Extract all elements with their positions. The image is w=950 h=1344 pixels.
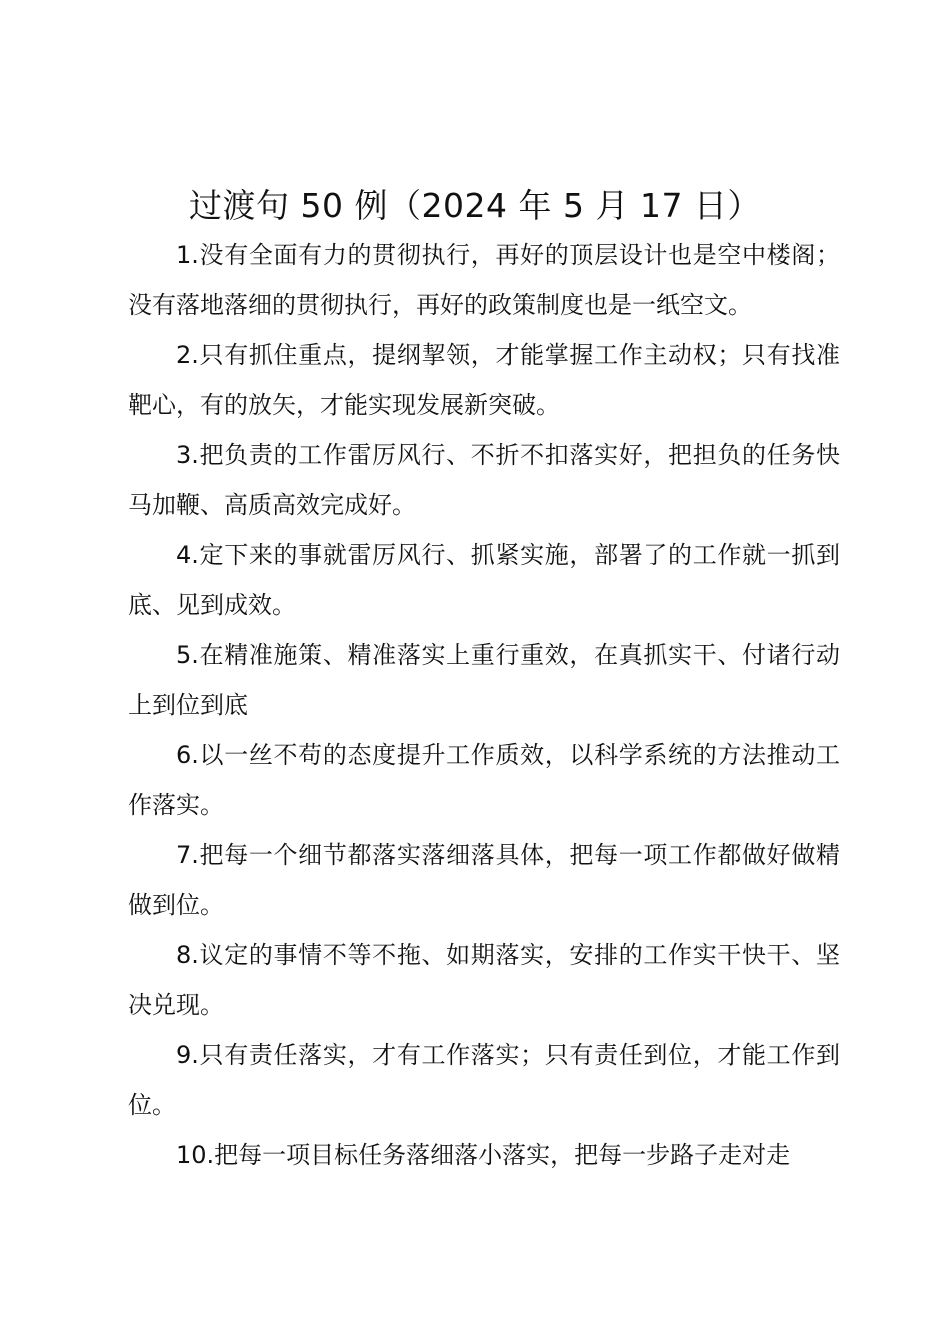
paragraph-2: 2.只有抓住重点，提纲挈领，才能掌握工作主动权；只有找准靶心，有的放矢，才能实现发展新突破。 (128, 341, 840, 419)
document-body (128, 230, 840, 1180)
paragraph-10: 10.把每一项目标任务落细落小落实，把每一步路子走对走 (176, 1141, 791, 1169)
paragraph-8: 8.议定的事情不等不拖、如期落实，安排的工作实干快干、坚决兑现。 (128, 941, 840, 1019)
paragraph-6: 6.以一丝不苟的态度提升工作质效，以科学系统的方法推动工作落实。 (128, 741, 840, 819)
paragraph-7: 7.把每一个细节都落实落细落具体，把每一项工作都做好做精做到位。 (128, 841, 840, 919)
paragraph-4: 4.定下来的事就雷厉风行、抓紧实施，部署了的工作就一抓到底、见到成效。 (128, 541, 840, 619)
paragraph-1: 1.没有全面有力的贯彻执行，再好的顶层设计也是空中楼阁；没有落地落细的贯彻执行，再好的政策制度也是一纸空文。 (128, 241, 840, 319)
document-title: 过渡句 50 例（2024 年 5 月 17 日） (189, 186, 761, 225)
paragraph-5: 5.在精准施策、精准落实上重行重效，在真抓实干、付诸行动上到位到底 (128, 641, 840, 719)
paragraph-9: 9.只有责任落实，才有工作落实；只有责任到位，才能工作到位。 (128, 1041, 840, 1119)
paragraph-3: 3.把负责的工作雷厉风行、不折不扣落实好，把担负的任务快马加鞭、高质高效完成好。 (128, 441, 840, 519)
